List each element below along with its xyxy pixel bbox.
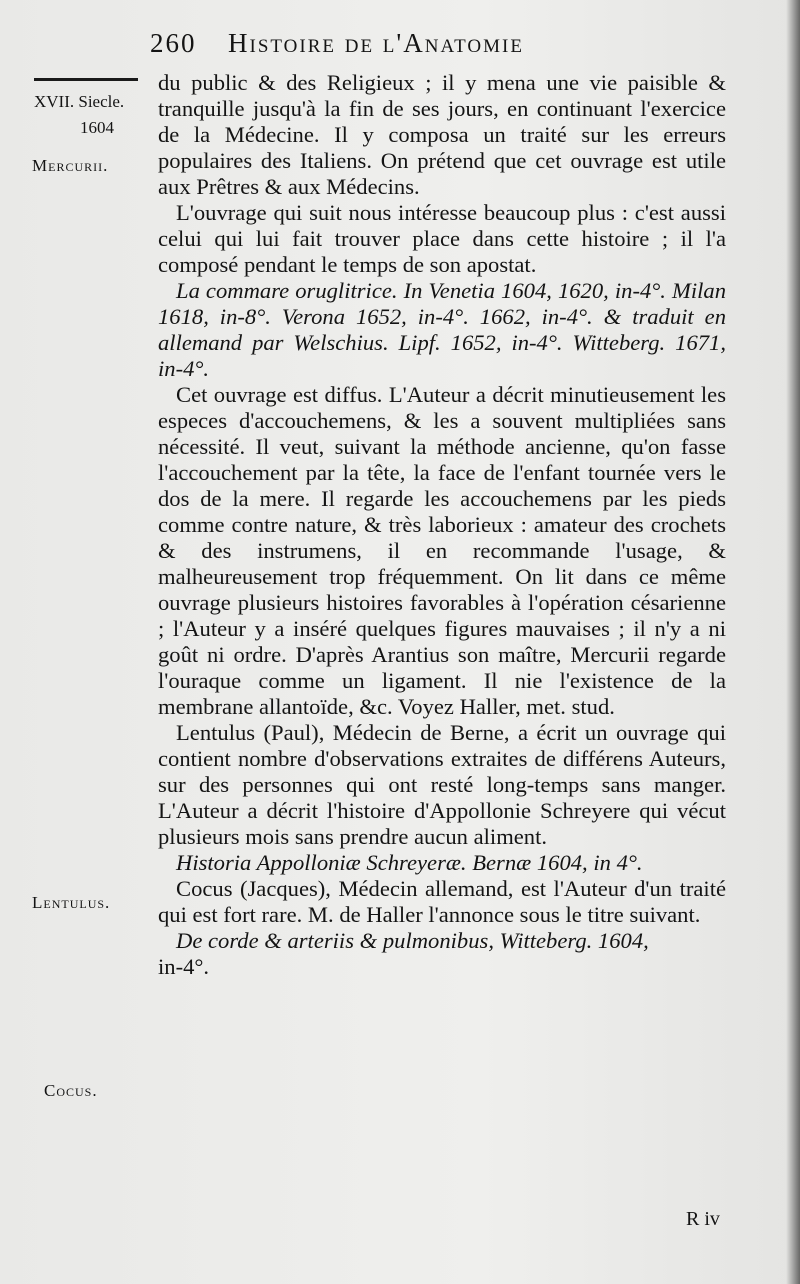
running-header bbox=[150, 28, 750, 64]
margin-rule bbox=[34, 78, 138, 81]
main-text bbox=[158, 70, 726, 980]
margin-year: 1604 bbox=[80, 118, 114, 137]
paragraph-ouvrage: L'ouvrage qui suit nous intéresse beaucoup plus : c'est aussi celui qui lui fait trouver place dans cette histoire ; il l'a composé pendant le temps de son apostat. bbox=[158, 200, 726, 277]
margin-century: XVII. Siecle. bbox=[34, 92, 125, 111]
paragraph-description: Cet ouvrage est diffus. L'Auteur a décrit minutieusement les especes d'accouchemens, & les a souvent multipliées sans nécessité. Il veut, suivant la méthode ancienne, qu'on fasse l'accouchement par la tête, la face de l'enfant tournée vers le dos de la mere. Il regarde les accouchemens par les pieds comme contre nature, & très laborieux : amateur des crochets & des instrumens, il en recommande l'usage, & malheureusement trop fréquemment. On lit dans ce même ouvrage plusieurs histoires favorables à l'opération césarienne ; l'Auteur y a inséré quelques figures mauvaises ; il n'y a ni goût ni ordre. D'après Arantius son maître, Mercurii regarde l'ouraque comme un ligament. Il nie l'existence de la membrane allantoïde, &c. Voyez Haller, met. stud. bbox=[158, 382, 726, 719]
bibliographic-reference-lentulus: Historia Appolloniæ Schreyeræ. Bernæ 1604, in 4°. bbox=[176, 850, 643, 875]
page-number: 260 bbox=[150, 28, 197, 58]
margin-name-cocus: Cocus. bbox=[44, 1081, 98, 1100]
paragraph-continuation: du public & des Religieux ; il y mena une vie paisible & tranquille jusqu'à la fin de ses jours, en continuant l'exercice de la Médecine. Il y composa un traité sur les erreurs populaires des Italiens. On prétend que cet ouvrage est utile aux Prêtres & aux Médecins. bbox=[158, 70, 726, 199]
bibliographic-format-cocus: in-4°. bbox=[158, 954, 210, 979]
spine-shadow bbox=[786, 0, 800, 1284]
running-title: Histoire de l'Anatomie bbox=[228, 28, 524, 58]
bibliographic-reference-cocus: De corde & arteriis & pulmonibus, Witteberg. 1604, bbox=[176, 928, 649, 953]
bibliographic-reference: La commare oruglitrice. In Venetia 1604, 1620, in-4°. Milan 1618, in-8°. Verona 1652, in-4°. 1662, in-4°. & traduit en allemand par Welschius. Lipf. 1652, in-4°. Witteberg. 1671, in-4°. bbox=[158, 278, 726, 381]
margin-name-mercurii: Mercurii. bbox=[32, 156, 109, 175]
signature-mark: R iv bbox=[686, 1208, 720, 1230]
paragraph-lentulus: Lentulus (Paul), Médecin de Berne, a écrit un ouvrage qui contient nombre d'observations extraites de différens Auteurs, sur des personnes qui ont resté long-temps sans manger. L'Auteur a décrit l'histoire d'Appollonie Schreyere qui vécut plusieurs mois sans prendre aucun aliment. bbox=[158, 720, 726, 849]
margin-name-lentulus: Lentulus. bbox=[32, 893, 111, 912]
paragraph-cocus: Cocus (Jacques), Médecin allemand, est l'Auteur d'un traité qui est fort rare. M. de Haller l'annonce sous le titre suivant. bbox=[158, 876, 726, 927]
